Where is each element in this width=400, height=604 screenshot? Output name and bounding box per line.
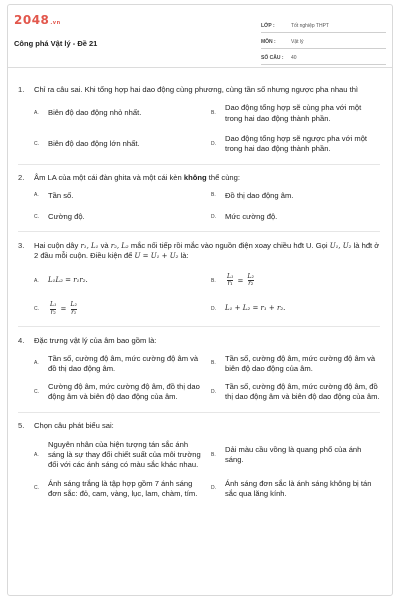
question-divider [18, 164, 380, 165]
question-divider [18, 412, 380, 413]
options [34, 274, 380, 316]
option-text: L₁L₂ = r₁r₂. [48, 276, 88, 285]
question-head [18, 173, 380, 183]
option-letter: C. [34, 140, 39, 147]
option-text: Nguyên nhân của hiện tượng tán sắc ánh sáng là sự thay đổi chiết suất của môi trường đối với các ánh sáng có màu sắc khác nhau. [48, 439, 201, 470]
meta-value: Tốt nghiệp THPT [291, 23, 329, 29]
question-2 [18, 173, 380, 222]
option-letter: B. [211, 451, 216, 458]
question-number: 2. [18, 173, 25, 183]
option-d[interactable] [211, 302, 380, 316]
meta-value: 40 [291, 55, 297, 61]
option-b[interactable] [211, 354, 380, 375]
option-text: Cường độ âm, mức cường độ âm, đồ thị dao động âm và biên độ dao động của âm. [48, 382, 200, 402]
option-letter: A. [34, 360, 39, 367]
exam-meta [261, 20, 386, 68]
option-text: Ánh sáng trắng là tập hợp gồm 7 ánh sáng đơn sắc: đỏ, cam, vàng, lục, lam, chàm, tím. [48, 478, 198, 498]
option-a[interactable] [34, 354, 203, 375]
option-text: Mức cường độ. [225, 211, 278, 221]
question-text: Hai cuộn dây r₁, L₁ và r₂, L₂ mắc nối tiếp rồi mắc vào nguồn điện xoay chiều hđt U. Gọi U₁, U₂ là hđt ở 2 đầu mỗi cuộn. Điều kiện để U = U₁ + U₂ là: [34, 241, 380, 261]
option-text: Đồ thị dao động âm. [225, 190, 294, 200]
exam-page [7, 4, 393, 596]
question-text: Chỉ ra câu sai. Khi tổng hợp hai dao động cùng phương, cùng tần số nhưng ngược pha nhau thì [34, 85, 359, 94]
meta-row-count [261, 52, 386, 65]
fraction: $\frac{\text{L₁}}{\text{r₂}}$ [50, 301, 57, 316]
question-text: Đặc trưng vật lý của âm bao gồm là: [34, 336, 157, 346]
question-number: 4. [18, 336, 25, 346]
fraction: $\frac{\text{L₂}}{\text{r₂}}$ [247, 272, 254, 288]
option-letter: B. [211, 192, 216, 199]
question-number: 5. [18, 420, 25, 430]
option-text: Biên độ dao động nhỏ nhất. [48, 108, 142, 118]
option-letter: C. [34, 485, 39, 492]
options [34, 103, 380, 154]
options [34, 354, 380, 403]
option-text: Tần số, cường độ âm, mức cường độ âm và biên độ dao động của âm. [225, 353, 376, 373]
fraction: $\frac{\text{L₁}}{\text{r₁}}$ [227, 272, 234, 288]
question-head [18, 241, 380, 262]
option-letter: B. [211, 110, 216, 117]
option-c[interactable] [34, 134, 203, 155]
option-letter: B. [211, 360, 216, 367]
option-b[interactable] [211, 440, 380, 471]
option-c[interactable] [34, 479, 203, 500]
question-text: Âm LA của một cái đàn ghita và một cái kèn không thể cùng: [34, 173, 240, 183]
exam-title: Công phá Vật lý - Đề 21 [14, 39, 98, 48]
option-letter: A. [34, 451, 39, 458]
meta-row-subject [261, 36, 386, 49]
question-number: 3. [18, 241, 25, 250]
option-b[interactable] [211, 103, 380, 124]
option-c[interactable] [34, 382, 203, 403]
header-divider [8, 67, 392, 68]
option-text: Biên độ dao động lớn nhất. [48, 138, 140, 148]
meta-key: SỐ CÂU : [261, 55, 284, 61]
question-3 [18, 241, 380, 316]
option-letter: D. [211, 305, 216, 312]
question-5 [18, 421, 380, 500]
option-text: Cường độ. [48, 211, 85, 221]
question-head [18, 85, 380, 95]
option-text: Tần số, cường độ âm, mức cường độ âm và đồ thị dao động âm. [48, 353, 199, 373]
option-letter: C. [34, 213, 39, 220]
option-letter: C. [34, 388, 39, 395]
fraction: $\frac{\text{L₂}}{\text{r₁}}$ [70, 301, 77, 316]
question-4 [18, 336, 380, 402]
option-b[interactable] [211, 191, 380, 201]
options [34, 191, 380, 223]
option-text: Ánh sáng đơn sắc là ánh sáng không bị tán sắc qua lăng kính. [225, 478, 372, 498]
option-a[interactable] [34, 274, 203, 288]
option-letter: A. [34, 192, 39, 199]
option-a[interactable] [34, 103, 203, 124]
options [34, 440, 380, 499]
option-formula: $\frac{\text{L₁}}{\text{r₂}}$ = $\frac{\text{L₂}}{\text{r₁}}$ [50, 301, 77, 316]
option-text: Tần số, cường độ âm, mức cường độ âm, đồ thị dao động âm và biên độ dao động của âm. [225, 382, 380, 402]
option-letter: A. [34, 110, 39, 117]
option-text: Tần số. [48, 190, 74, 200]
option-text: Dao động tổng hợp sẽ ngược pha với một trong hai dao động thành phần. [225, 133, 368, 153]
option-formula: $\frac{\text{L₁}}{\text{r₁}}$ = $\frac{\text{L₂}}{\text{r₂}}$ [227, 272, 254, 288]
option-a[interactable] [34, 191, 203, 201]
option-letter: D. [211, 388, 216, 395]
option-letter: B. [211, 277, 216, 284]
page-header [14, 13, 386, 63]
meta-value: Vật lý [291, 39, 304, 45]
question-divider [18, 326, 380, 327]
option-a[interactable] [34, 440, 203, 471]
question-divider [18, 231, 380, 232]
option-letter: D. [211, 140, 216, 147]
question-head [18, 421, 380, 431]
option-text: L₁ + L₂ = r₁ + r₂. [225, 304, 286, 313]
logo: 2048.vn [14, 13, 61, 27]
option-letter: A. [34, 277, 39, 284]
option-letter: C. [34, 305, 39, 312]
option-d[interactable] [211, 382, 380, 403]
option-d[interactable] [211, 212, 380, 222]
meta-key: MÔN : [261, 39, 276, 45]
option-d[interactable] [211, 479, 380, 500]
option-text: Dải màu cầu vồng là quang phổ của ánh sáng. [225, 444, 362, 465]
meta-key: LỚP : [261, 23, 275, 29]
question-number: 1. [18, 85, 25, 94]
option-c[interactable] [34, 212, 203, 222]
option-d[interactable] [211, 134, 380, 155]
option-letter: D. [211, 485, 216, 492]
question-text: Chọn câu phát biểu sai: [34, 420, 114, 430]
question-head [18, 336, 380, 346]
meta-row-class [261, 20, 386, 33]
option-c[interactable] [34, 302, 203, 316]
questions-list [18, 85, 380, 499]
option-letter: D. [211, 213, 216, 220]
question-1 [18, 85, 380, 154]
option-b[interactable] [211, 274, 380, 288]
option-text: Dao động tổng hợp sẽ cùng pha với một trong hai dao động thành phần. [225, 103, 362, 123]
